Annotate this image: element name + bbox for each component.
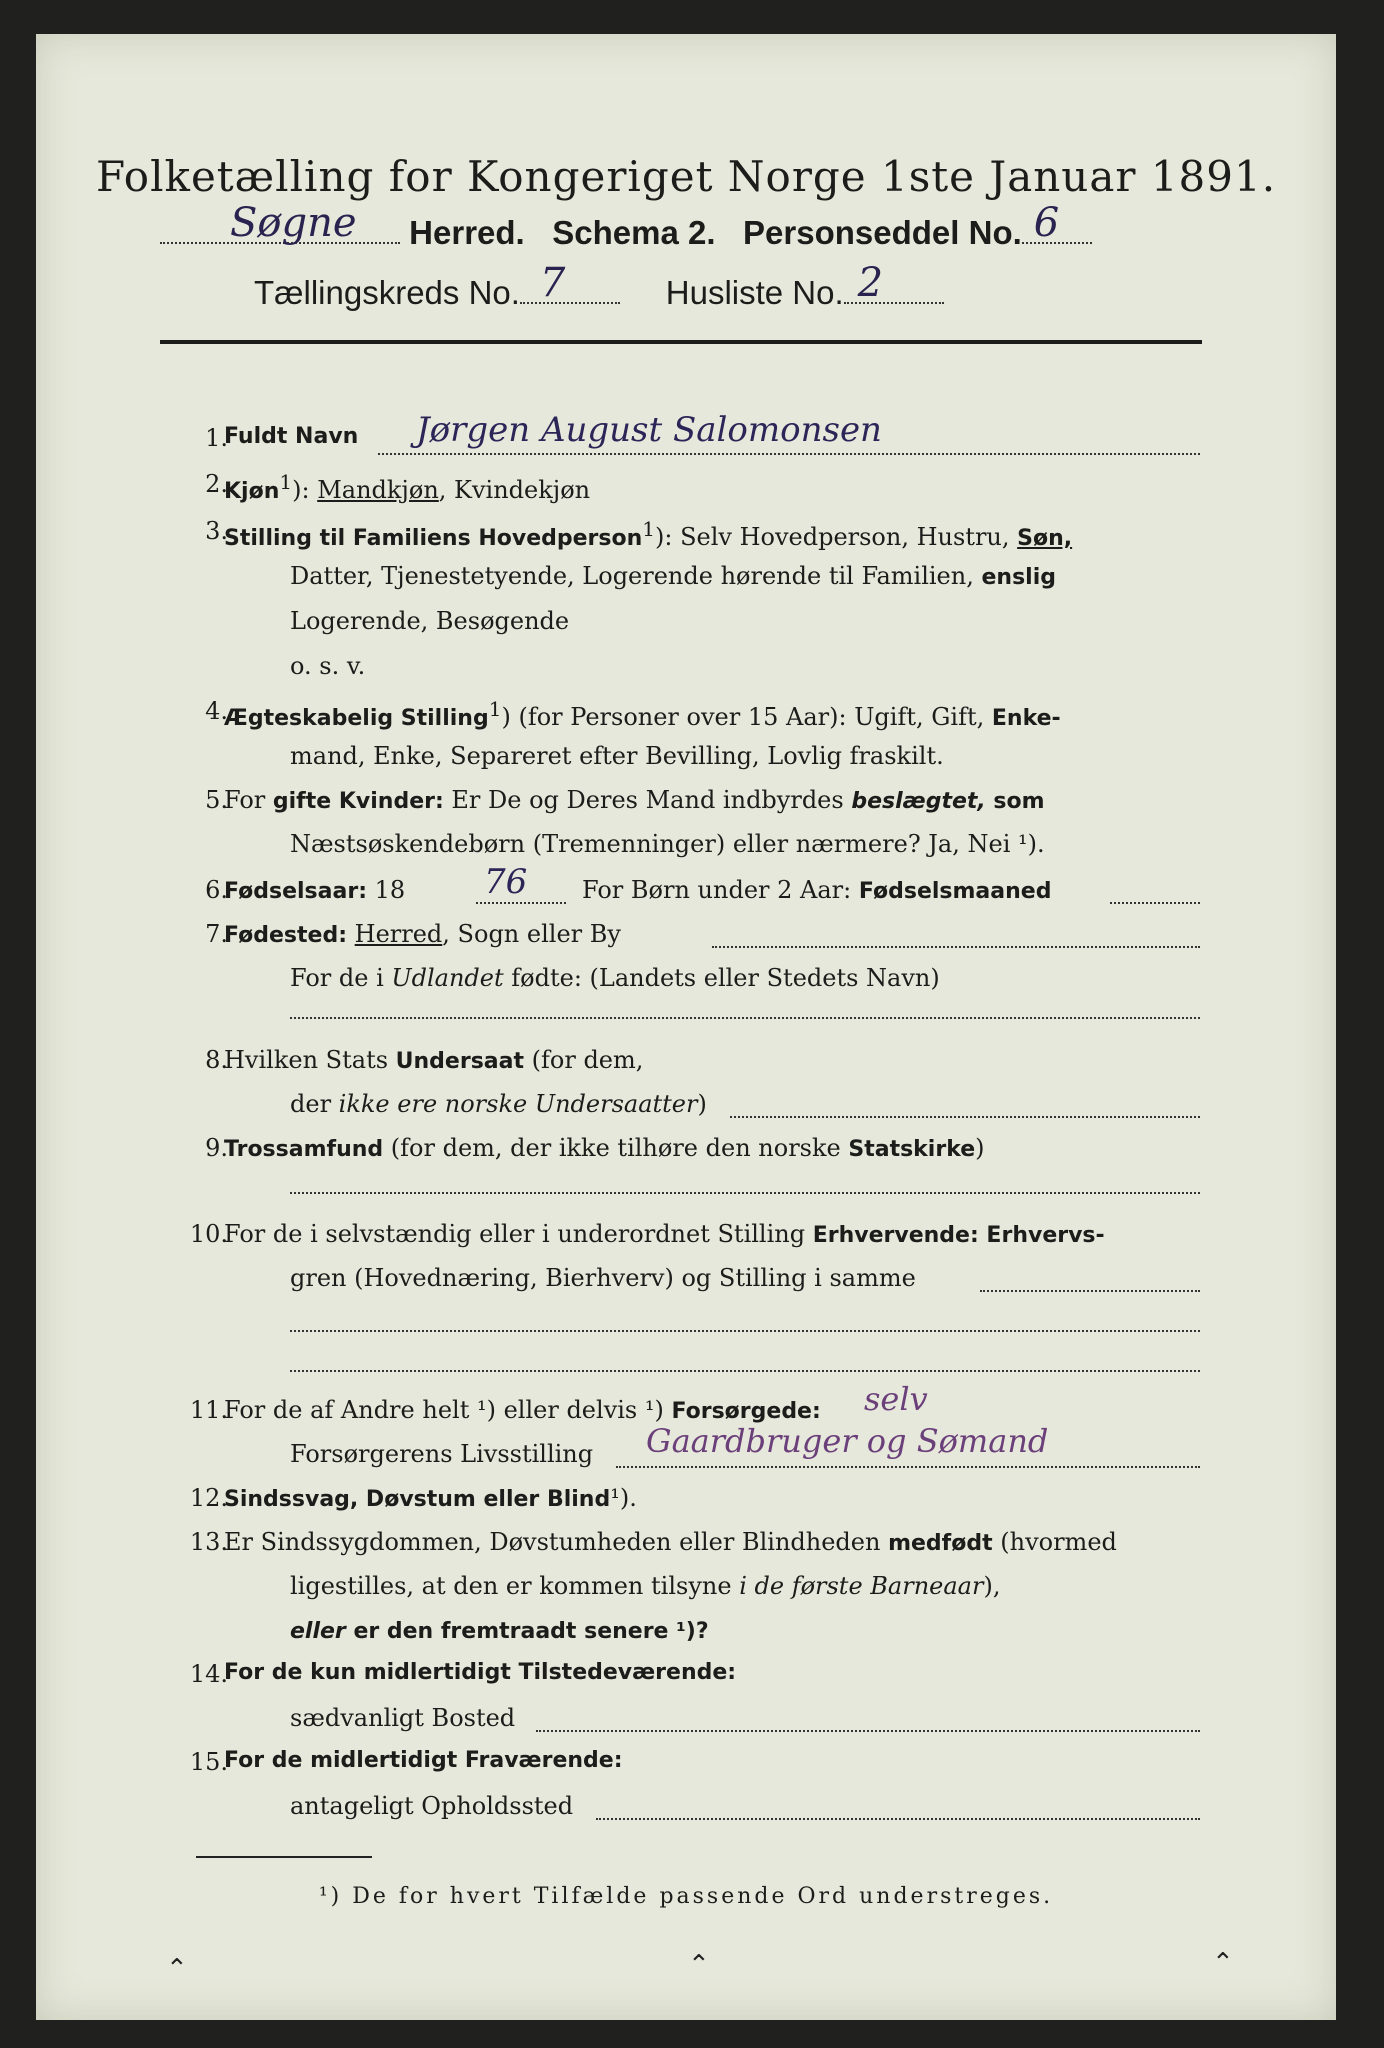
item-number: 3. <box>205 517 228 545</box>
text-part: ) <box>697 1090 707 1118</box>
kreds-value: 7 <box>539 260 566 306</box>
husliste-value: 2 <box>857 260 884 306</box>
text-part: Hvilken Stats <box>224 1046 396 1074</box>
birthplace-field <box>712 946 1200 948</box>
provider-occupation-field <box>616 1466 1200 1468</box>
text-part: For de i <box>290 964 392 992</box>
footnote-rule <box>196 1856 372 1858</box>
item-text <box>224 920 621 948</box>
personseddel-label: Personseddel No. <box>743 214 1022 251</box>
item-text <box>224 1396 821 1424</box>
item-3-cont-3: o. s. v. <box>290 652 366 680</box>
text-part: Enke- <box>991 706 1061 731</box>
item-number: 2. <box>205 470 228 498</box>
foreign-birthplace-field <box>290 1017 1200 1019</box>
text-part: 18 <box>367 876 406 904</box>
item-text: Kjøn$^1$): Mandkjøn, Kvindekjøn <box>224 470 591 504</box>
herred-field <box>160 200 400 246</box>
text-part: (hvormed <box>992 1528 1117 1556</box>
item-label: Ægteskabelig Stilling <box>224 706 489 731</box>
kreds-label: Tællingskreds No. <box>254 274 520 311</box>
personseddel-value: 6 <box>1033 200 1060 246</box>
text-part: ikke ere norske Undersaatter <box>338 1090 698 1118</box>
footnote: ¹) De for hvert Tilfælde passende Ord understreges. <box>318 1884 1054 1909</box>
text-part: For de i selvstændig eller i underordnet Stilling <box>224 1220 813 1248</box>
text-part: For <box>224 786 273 814</box>
herred-value: Søgne <box>230 200 357 246</box>
herred-label: Herred. <box>409 214 525 251</box>
underlined-option: Herred <box>354 920 443 948</box>
residence-field <box>596 1818 1200 1820</box>
item-11-cont: Forsørgerens Livsstilling <box>290 1440 594 1468</box>
item-number: 8. <box>205 1046 228 1074</box>
schema-label: Schema 2. <box>552 214 716 251</box>
item-8-cont <box>290 1090 707 1118</box>
text-part: som <box>985 789 1045 814</box>
item-label: Forsørgede: <box>671 1399 821 1424</box>
item-text <box>224 1484 637 1512</box>
occupation-field-1 <box>980 1290 1200 1292</box>
item-13-cont-2 <box>290 1616 709 1644</box>
item-text <box>224 786 1045 814</box>
item-number: 4. <box>205 697 228 725</box>
item-label: For de kun midlertidigt Tilstedeværende: <box>224 1660 737 1685</box>
item-label: Stilling til Familiens Hovedperson <box>224 526 643 551</box>
text-part: For de af Andre helt ¹) eller delvis ¹) <box>224 1396 672 1424</box>
text-part: Fødselsmaaned <box>858 879 1052 904</box>
item-number: 13. <box>189 1528 228 1556</box>
item-10-cont: gren (Hovednæring, Bierhverv) og Stilling i samme <box>290 1264 916 1292</box>
item-14-cont: sædvanligt Bosted <box>290 1704 516 1732</box>
item-text <box>224 876 405 904</box>
item-number: 1. <box>205 424 228 452</box>
item-3-cont-2: Logerende, Besøgende <box>290 607 570 635</box>
item-text: Trossamfund (for dem, der ikke tilhøre den norske Statskirke) <box>224 1134 985 1162</box>
religion-field <box>290 1192 1200 1194</box>
item-15-cont: antageligt Opholdssted <box>290 1792 574 1820</box>
item-number: 12. <box>189 1484 228 1512</box>
text-part: er den fremtraadt senere ¹)? <box>345 1619 709 1644</box>
item-label: Trossamfund <box>224 1137 384 1162</box>
text-part: medfødt <box>888 1531 993 1556</box>
text-part: Er Sindssygdommen, Døvstumheden eller Blindheden <box>224 1528 889 1556</box>
item-text: Ægteskabelig Stilling$^1$) (for Personer over 15 Aar): Ugift, Gift, Enke- <box>224 697 1061 731</box>
text-part: Udlandet <box>391 964 504 992</box>
item-number: 6. <box>205 876 228 904</box>
item-label: Sindssvag, Døvstum eller Blind <box>224 1487 611 1512</box>
text-part: ) (for Personer over 15 Aar): Ugift, Gift, <box>501 703 992 731</box>
item-label: Kjøn <box>224 479 280 504</box>
item-number: 5. <box>205 786 228 814</box>
supported-value: selv <box>864 1380 928 1418</box>
item-number: 11. <box>189 1396 228 1424</box>
item-number: 9. <box>205 1134 228 1162</box>
header-rule <box>160 340 1202 344</box>
item-number: 10. <box>189 1220 228 1248</box>
birth-year-field <box>476 902 566 904</box>
corner-mark-center: ⌃ <box>688 1950 710 1980</box>
item-text <box>224 1046 643 1074</box>
text-part: enslig <box>981 565 1056 590</box>
item-label: Erhvervende: Erhvervs- <box>812 1223 1105 1248</box>
item-text: Stilling til Familiens Hovedperson$^1$): Selv Hovedperson, Hustru, Søn, <box>224 517 1073 551</box>
corner-mark-right: ⌃ <box>1212 1948 1234 1978</box>
item-label: Fødselsaar: <box>224 879 367 904</box>
text-part: Er De og Deres Mand indbyrdes <box>443 786 852 814</box>
text-part: ): <box>292 476 318 504</box>
corner-mark-left: ⌃ <box>166 1954 188 1984</box>
provider-occupation-value: Gaardbruger og Sømand <box>646 1422 1049 1460</box>
usual-residence-field <box>536 1730 1200 1732</box>
name-value: Jørgen August Salomonsen <box>416 410 882 450</box>
text-part: For Børn under 2 Aar: <box>582 876 859 904</box>
text-part: eller <box>290 1619 346 1644</box>
item-number: 7. <box>205 920 228 948</box>
text-part: beslægtet, <box>851 789 986 814</box>
text-part: , Kvindekjøn <box>438 476 591 504</box>
text-part: Statskirke <box>848 1137 976 1162</box>
header-line-2 <box>254 260 944 312</box>
item-label: gifte Kvinder: <box>272 789 444 814</box>
item-3-cont-1 <box>290 562 1056 590</box>
item-label: Fuldt Navn <box>224 424 359 449</box>
underlined-option: Mandkjøn <box>317 476 439 504</box>
text-part: , Sogn eller By <box>442 920 621 948</box>
text-part: ligestilles, at den er kommen tilsyne <box>290 1572 740 1600</box>
personseddel-field <box>1022 200 1092 246</box>
text-part: ¹). <box>610 1484 637 1512</box>
item-7-cont <box>290 964 940 992</box>
husliste-label: Husliste No. <box>665 274 844 311</box>
text-part: (for dem, der ikke tilhøre den norske <box>383 1134 849 1162</box>
kreds-field <box>520 260 620 306</box>
nationality-field <box>730 1116 1200 1118</box>
item-label: For de midlertidigt Fraværende: <box>224 1748 623 1773</box>
item-6-part-2 <box>582 876 1051 904</box>
occupation-field-2 <box>290 1330 1200 1332</box>
name-field <box>378 453 1200 455</box>
item-number: 15. <box>189 1748 228 1776</box>
item-4-cont: mand, Enke, Separeret efter Bevilling, Lovlig fraskilt. <box>290 742 944 770</box>
item-label: Undersaat <box>395 1049 525 1074</box>
item-number: 14. <box>189 1660 228 1688</box>
text-part: ): Selv Hovedperson, Hustru, <box>654 523 1018 551</box>
item-5-cont: Næstsøskendebørn (Tremenninger) eller nærmere? Ja, Nei ¹). <box>290 830 1045 858</box>
occupation-field-3 <box>290 1370 1200 1372</box>
header-line-1 <box>160 200 1092 252</box>
census-form <box>36 34 1336 2020</box>
item-text <box>224 1220 1105 1248</box>
item-label: Fødested: <box>224 923 347 948</box>
birth-month-field <box>1110 902 1200 904</box>
text-part: der <box>290 1090 339 1118</box>
text-part: Datter, Tjenestetyende, Logerende hørende til Familien, <box>290 562 982 590</box>
text-part: (for dem, <box>524 1046 644 1074</box>
text-part: i de første Barneaar <box>739 1572 984 1600</box>
item-13-cont-1: ligestilles, at den er kommen tilsyne i de første Barneaar), <box>290 1572 1001 1600</box>
form-title: Folketælling for Kongeriget Norge 1ste Januar 1891. <box>95 152 1277 201</box>
text-part: fødte: (Landets eller Stedets Navn) <box>503 964 940 992</box>
underlined-option: Søn, <box>1017 526 1073 551</box>
husliste-field <box>844 260 944 306</box>
birth-year-value: 76 <box>484 862 528 902</box>
item-text <box>224 1528 1117 1556</box>
